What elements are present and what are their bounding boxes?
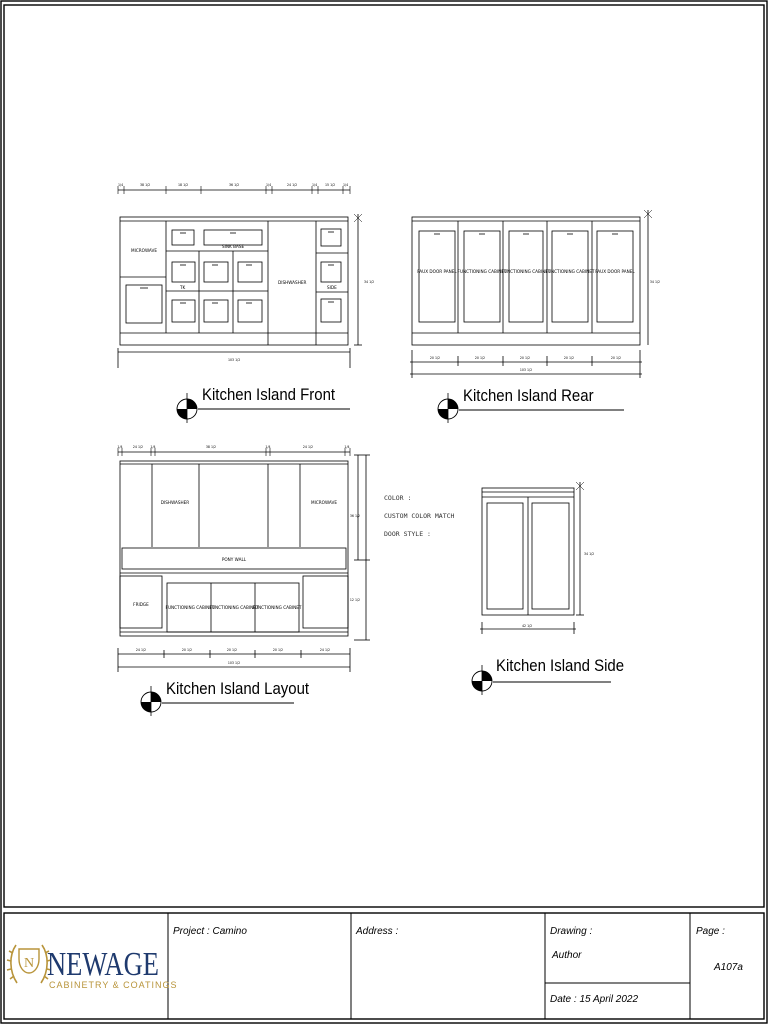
svg-text:FUNCTIONING CABINET: FUNCTIONING CABINET [545,269,595,274]
svg-text:DISHWASHER: DISHWASHER [160,500,190,505]
svg-text:1/4: 1/4 [344,445,350,449]
svg-text:103 1/2: 103 1/2 [228,358,241,362]
svg-text:24 1/2: 24 1/2 [302,445,314,449]
layout-section-marker-icon [141,686,161,716]
svg-text:20 1/2: 20 1/2 [226,648,238,652]
svg-text:COLOR :: COLOR : [384,494,412,502]
svg-text:24 1/2: 24 1/2 [287,183,298,187]
layout-view-title: Kitchen Island Layout [166,679,310,698]
svg-text:FUNCTIONING CABINET: FUNCTIONING CABINET [501,269,551,274]
svg-text:42 1/2: 42 1/2 [522,624,533,628]
svg-text:34 1/2: 34 1/2 [364,280,375,284]
svg-text:18 1/2: 18 1/2 [178,183,189,187]
page-label: Page : [696,926,725,937]
svg-text:36 1/2: 36 1/2 [229,183,240,187]
svg-text:24 1/2: 24 1/2 [135,648,147,652]
svg-text:103 1/2: 103 1/2 [227,661,241,665]
svg-text:20 1/2: 20 1/2 [563,356,575,360]
kitchen-island-rear-view [410,210,652,378]
drawing-label: Drawing : [550,926,593,937]
svg-text:FUNCTIONING CABINET: FUNCTIONING CABINET [457,269,507,274]
svg-text:20 1/2: 20 1/2 [272,648,284,652]
rear-view-title: Kitchen Island Rear [463,386,594,405]
project-value: Camino [212,926,247,937]
front-labels [118,183,374,362]
page-number: A107a [714,962,743,973]
svg-text:MICROWAVE: MICROWAVE [311,500,337,505]
date-value: 15 April 2022 [579,994,639,1005]
svg-text:34 1/2: 34 1/2 [584,552,595,556]
svg-text:38 1/2: 38 1/2 [205,445,217,449]
svg-text:1/4: 1/4 [118,183,124,187]
svg-text:SIDE: SIDE [327,285,337,290]
rear-section-marker-icon [438,393,458,423]
svg-text:1/4: 1/4 [117,445,123,449]
svg-text:CUSTOM COLOR MATCH: CUSTOM COLOR MATCH [384,512,455,520]
svg-text:FAUX DOOR PANEL: FAUX DOOR PANEL [417,269,457,274]
project-label: Project : [173,926,210,937]
kitchen-island-side-view [480,482,584,634]
svg-text:20 1/2: 20 1/2 [519,356,531,360]
svg-text:38 1/2: 38 1/2 [140,183,151,187]
date-field [550,994,638,1005]
front-view-title: Kitchen Island Front [202,385,336,404]
svg-text:24 1/2: 24 1/2 [319,648,331,652]
svg-text:1/4: 1/4 [266,183,272,187]
svg-text:CABINETRY & COATINGS: CABINETRY & COATINGS [49,980,178,990]
date-label: Date : [550,994,577,1005]
svg-text:DOOR STYLE :: DOOR STYLE : [384,530,431,538]
front-section-marker-icon [177,393,197,423]
laurel-crest-icon [7,945,51,983]
svg-text:20 1/2: 20 1/2 [429,356,441,360]
side-section-marker-icon [472,665,492,695]
rear-labels [417,269,660,372]
svg-text:1/4: 1/4 [343,183,349,187]
svg-text:36 1/2: 36 1/2 [349,514,361,518]
svg-text:1/4: 1/4 [312,183,318,187]
svg-text:PONY WALL: PONY WALL [221,557,247,562]
svg-text:FAUX DOOR PANEL: FAUX DOOR PANEL [595,269,635,274]
project-field [173,926,247,937]
svg-text:TK: TK [180,285,186,290]
svg-text:1/4: 1/4 [150,445,156,449]
svg-text:FRIDGE: FRIDGE [133,602,149,607]
svg-text:15 1/2: 15 1/2 [325,183,336,187]
kitchen-island-front-view [118,186,362,368]
svg-text:20 1/2: 20 1/2 [181,648,193,652]
svg-text:20 1/2: 20 1/2 [474,356,486,360]
side-view-title: Kitchen Island Side [496,656,625,675]
svg-text:MICROWAVE: MICROWAVE [131,248,157,253]
finish-notes [384,494,455,538]
svg-text:FUNCTIONING CABINET: FUNCTIONING CABINET [165,605,215,610]
svg-text:103 1/2: 103 1/2 [519,368,533,372]
svg-text:FUNCTIONING CABINET: FUNCTIONING CABINET [209,605,259,610]
svg-text:1/4: 1/4 [265,445,271,449]
svg-text:34 1/2: 34 1/2 [649,280,661,284]
svg-text:20 1/2: 20 1/2 [610,356,622,360]
svg-text:DISHWASHER: DISHWASHER [278,280,307,285]
svg-text:FUNCTIONING CABINET: FUNCTIONING CABINET [252,605,302,610]
svg-text:24 1/2: 24 1/2 [132,445,144,449]
address-label: Address : [356,926,399,937]
svg-text:SINK BASE: SINK BASE [222,244,245,249]
svg-text:N: N [23,956,35,971]
side-labels [522,552,594,628]
drawing-value: Author [552,950,582,961]
newage-logo [7,945,178,990]
svg-text:12 1/2: 12 1/2 [349,598,361,602]
svg-text:NEWAGE: NEWAGE [46,944,159,983]
